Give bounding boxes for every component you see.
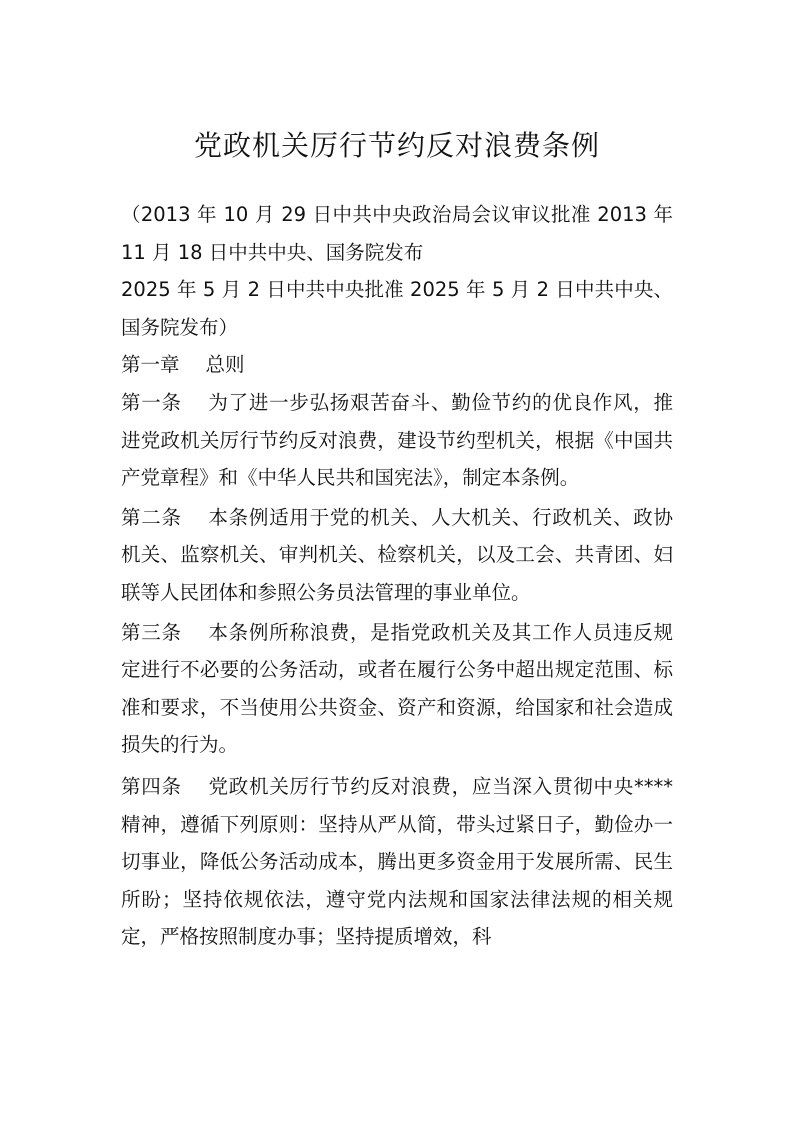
article-2-label: 第二条	[121, 505, 182, 529]
article-1	[121, 384, 673, 497]
article-4-text: 党政机关厉行节约反对浪费，应当深入贯彻中央****精神，遵循下列原则：坚持从严从简，带头过紧日子，勤俭办一切事业，降低公务活动成本，腾出更多资金用于发展所需、民生所盼；坚持依规依法，遵守党内法规和国家法律法规的相关规定，严格按照制度办事；坚持提质增效，科	[121, 774, 673, 949]
article-2-text: 本条例适用于党的机关、人大机关、行政机关、政协机关、监察机关、审判机关、检察机关，以及工会、共青团、妇联等人民团体和参照公务员法管理的事业单位。	[121, 505, 673, 604]
approval-note-2: 2025 年 5 月 2 日中共中央批准 2025 年 5 月 2 日中共中央、国务院发布）	[121, 278, 673, 339]
document-title: 党政机关厉行节约反对浪费条例	[193, 129, 600, 162]
article-1-text: 为了进一步弘扬艰苦奋斗、勤俭节约的优良作风，推进党政机关厉行节约反对浪费，建设节约型机关，根据《中国共产党章程》和《中华人民共和国宪法》，制定本条例。	[121, 390, 673, 490]
article-2	[121, 499, 673, 612]
chapter-heading	[121, 346, 673, 384]
approval-note-1: （2013 年 10 月 29 日中共中央政治局会议审议批准 2013 年 11 月 18 日中共中央、国务院发布	[121, 203, 673, 264]
chapter-title: 总则	[205, 353, 245, 377]
chapter-number: 第一章	[121, 353, 180, 377]
article-3-label: 第三条	[121, 620, 182, 644]
article-3	[121, 614, 673, 764]
article-4-label: 第四条	[121, 774, 182, 798]
document-body	[121, 196, 673, 956]
article-1-label: 第一条	[121, 390, 182, 414]
article-4	[121, 768, 673, 956]
article-3-text: 本条例所称浪费，是指党政机关及其工作人员违反规定进行不必要的公务活动，或者在履行公务中超出规定范围、标准和要求，不当使用公共资金、资产和资源，给国家和社会造成损失的行为。	[121, 620, 673, 757]
